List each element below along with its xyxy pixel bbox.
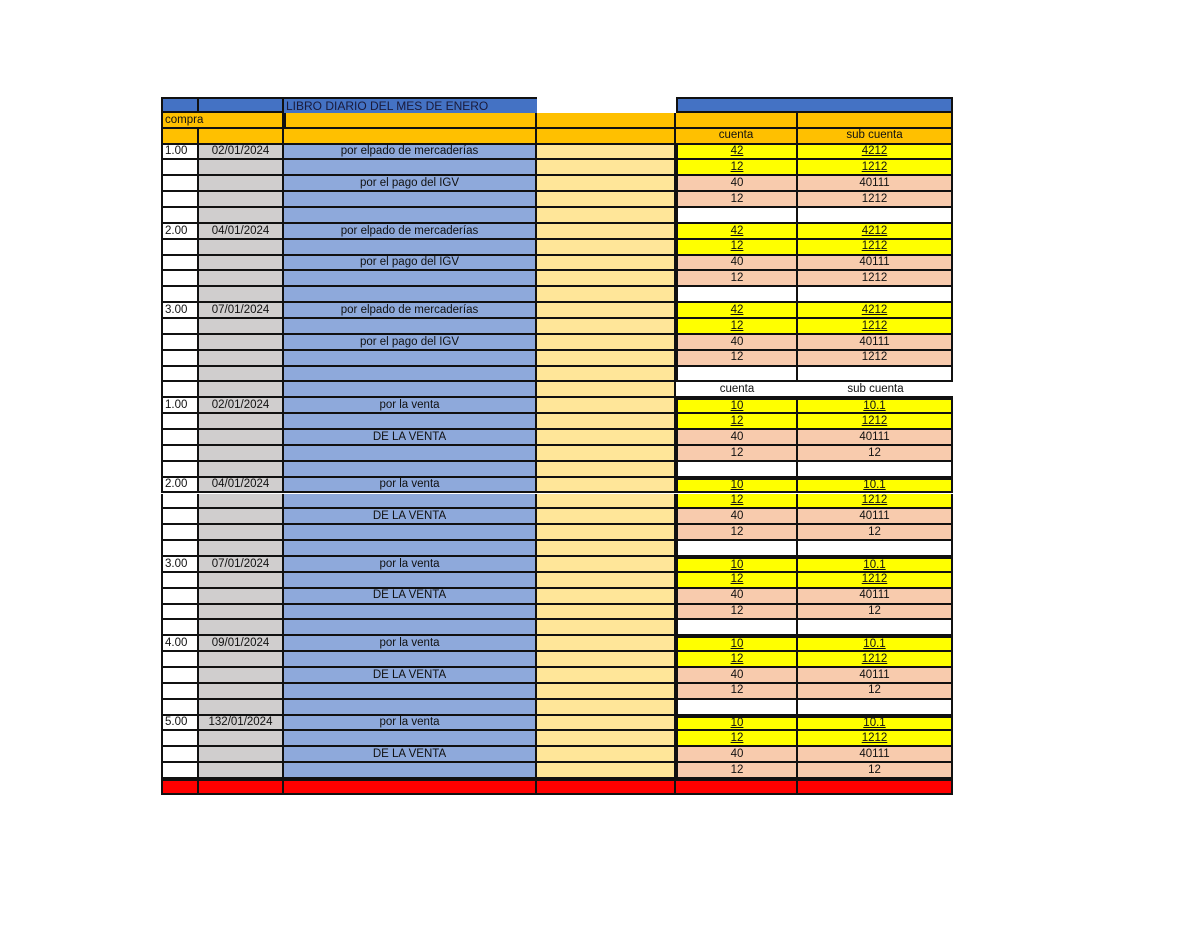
sub-cuenta-cell: 12 bbox=[798, 446, 953, 462]
entry-number-cell bbox=[161, 700, 199, 716]
cuenta-cell: 12 bbox=[676, 271, 798, 287]
amount-cell bbox=[537, 589, 676, 605]
total-row-cell bbox=[537, 779, 676, 795]
cuenta-cell: 12 bbox=[676, 351, 798, 367]
cuenta-cell: 42 bbox=[676, 303, 798, 319]
amount-cell bbox=[537, 525, 676, 541]
entry-number-cell bbox=[161, 652, 199, 668]
sub-cuenta-cell: 1212 bbox=[798, 240, 953, 256]
description-cell: DE LA VENTA bbox=[284, 589, 537, 605]
total-row-cell bbox=[284, 779, 537, 795]
entry-number-cell: 4.00 bbox=[161, 636, 199, 652]
amount-cell bbox=[537, 478, 676, 494]
sub-cuenta-cell bbox=[798, 287, 953, 303]
amount-cell bbox=[537, 160, 676, 176]
sub-cuenta-cell: 1212 bbox=[798, 652, 953, 668]
description-cell bbox=[284, 160, 537, 176]
description-cell bbox=[284, 700, 537, 716]
sub-cuenta-cell: 1212 bbox=[798, 160, 953, 176]
amount-cell bbox=[537, 430, 676, 446]
amount-cell bbox=[537, 256, 676, 272]
amount-cell bbox=[537, 271, 676, 287]
entry-number-cell bbox=[161, 351, 199, 367]
entry-number-cell bbox=[161, 541, 199, 557]
cuenta-cell: 12 bbox=[676, 605, 798, 621]
entry-number-cell: 5.00 bbox=[161, 716, 199, 732]
date-cell bbox=[199, 192, 284, 208]
sub-cuenta-cell: 12 bbox=[798, 605, 953, 621]
total-row-cell bbox=[161, 779, 199, 795]
description-cell: por la venta bbox=[284, 478, 537, 494]
sub-cuenta-cell: 4212 bbox=[798, 224, 953, 240]
entry-number-cell: 1.00 bbox=[161, 398, 199, 414]
date-cell bbox=[199, 287, 284, 303]
date-cell bbox=[199, 620, 284, 636]
sub-cuenta-cell: 1212 bbox=[798, 192, 953, 208]
description-cell bbox=[284, 208, 537, 224]
cuenta-cell: 10 bbox=[676, 636, 798, 652]
sub-cuenta-cell: 40111 bbox=[798, 335, 953, 351]
cuenta-cell: 12 bbox=[676, 525, 798, 541]
cuenta-cell: 10 bbox=[676, 398, 798, 414]
date-cell bbox=[199, 382, 284, 398]
cuenta-cell bbox=[676, 620, 798, 636]
cuenta-cell: 12 bbox=[676, 573, 798, 589]
amount-cell bbox=[537, 398, 676, 414]
amount-cell bbox=[537, 716, 676, 732]
description-cell: por el pago del IGV bbox=[284, 176, 537, 192]
entry-number-cell: 1.00 bbox=[161, 145, 199, 161]
sub-cuenta-cell bbox=[798, 541, 953, 557]
header-cell bbox=[161, 97, 199, 113]
cuenta-cell: 40 bbox=[676, 335, 798, 351]
sub-cuenta-cell: 12 bbox=[798, 525, 953, 541]
cuenta-cell bbox=[676, 700, 798, 716]
sub-cuenta-cell: 10.1 bbox=[798, 636, 953, 652]
date-cell bbox=[199, 319, 284, 335]
sub-cuenta-cell: 4212 bbox=[798, 303, 953, 319]
entry-number-cell bbox=[161, 509, 199, 525]
description-cell bbox=[284, 192, 537, 208]
entry-number-cell bbox=[161, 287, 199, 303]
sub-cuenta-cell bbox=[798, 700, 953, 716]
description-cell: por la venta bbox=[284, 636, 537, 652]
cuenta-cell: 12 bbox=[676, 240, 798, 256]
cuenta-cell: 12 bbox=[676, 763, 798, 779]
description-cell: por la venta bbox=[284, 398, 537, 414]
sub-cuenta-cell: 1212 bbox=[798, 731, 953, 747]
date-cell bbox=[199, 446, 284, 462]
cuenta-cell: 42 bbox=[676, 224, 798, 240]
cuenta-cell: 12 bbox=[676, 652, 798, 668]
amount-cell bbox=[537, 652, 676, 668]
sub-cuenta-header: sub cuenta bbox=[798, 382, 953, 398]
amount-cell bbox=[537, 446, 676, 462]
header-cell bbox=[284, 113, 537, 129]
date-cell: 04/01/2024 bbox=[199, 224, 284, 240]
cuenta-cell bbox=[676, 208, 798, 224]
entry-number-cell bbox=[161, 335, 199, 351]
amount-cell bbox=[537, 414, 676, 430]
date-cell bbox=[199, 652, 284, 668]
description-cell bbox=[284, 367, 537, 383]
description-cell bbox=[284, 731, 537, 747]
description-cell bbox=[284, 573, 537, 589]
entry-number-cell bbox=[161, 430, 199, 446]
description-cell: por elpado de mercaderías bbox=[284, 303, 537, 319]
date-cell: 02/01/2024 bbox=[199, 398, 284, 414]
entry-number-cell bbox=[161, 462, 199, 478]
total-row-cell bbox=[199, 779, 284, 795]
entry-number-cell bbox=[161, 256, 199, 272]
description-cell bbox=[284, 525, 537, 541]
header-cell bbox=[676, 113, 798, 129]
cuenta-header: cuenta bbox=[676, 129, 798, 145]
cuenta-cell bbox=[676, 462, 798, 478]
cuenta-header: cuenta bbox=[676, 382, 798, 398]
sub-cuenta-cell bbox=[798, 620, 953, 636]
date-cell bbox=[199, 462, 284, 478]
header-cell bbox=[284, 129, 537, 145]
sheet-title: LIBRO DIARIO DEL MES DE ENERO bbox=[284, 97, 537, 113]
date-cell bbox=[199, 763, 284, 779]
entry-number-cell: 2.00 bbox=[161, 478, 199, 494]
date-cell bbox=[199, 700, 284, 716]
date-cell bbox=[199, 509, 284, 525]
sub-cuenta-cell: 12 bbox=[798, 684, 953, 700]
sub-cuenta-cell: 40111 bbox=[798, 176, 953, 192]
date-cell: 02/01/2024 bbox=[199, 145, 284, 161]
cuenta-cell: 40 bbox=[676, 256, 798, 272]
description-cell: DE LA VENTA bbox=[284, 509, 537, 525]
amount-cell bbox=[537, 224, 676, 240]
date-cell bbox=[199, 351, 284, 367]
cuenta-cell: 40 bbox=[676, 589, 798, 605]
amount-cell bbox=[537, 176, 676, 192]
entry-number-cell bbox=[161, 446, 199, 462]
description-cell: DE LA VENTA bbox=[284, 747, 537, 763]
entry-number-cell bbox=[161, 367, 199, 383]
cuenta-cell: 12 bbox=[676, 160, 798, 176]
description-cell bbox=[284, 446, 537, 462]
sub-cuenta-cell: 4212 bbox=[798, 145, 953, 161]
description-cell bbox=[284, 271, 537, 287]
amount-cell bbox=[537, 573, 676, 589]
description-cell: por la venta bbox=[284, 557, 537, 573]
sub-cuenta-cell: 1212 bbox=[798, 271, 953, 287]
sub-cuenta-cell: 10.1 bbox=[798, 557, 953, 573]
entry-number-cell bbox=[161, 271, 199, 287]
description-cell: por el pago del IGV bbox=[284, 256, 537, 272]
sub-cuenta-cell: 10.1 bbox=[798, 478, 953, 494]
cuenta-cell: 12 bbox=[676, 414, 798, 430]
sub-cuenta-cell: 1212 bbox=[798, 414, 953, 430]
entry-number-cell bbox=[161, 525, 199, 541]
amount-cell bbox=[537, 747, 676, 763]
date-cell bbox=[199, 240, 284, 256]
date-cell bbox=[199, 525, 284, 541]
date-cell bbox=[199, 271, 284, 287]
cuenta-cell: 12 bbox=[676, 192, 798, 208]
total-row-cell bbox=[798, 779, 953, 795]
cuenta-cell: 40 bbox=[676, 668, 798, 684]
cuenta-cell: 10 bbox=[676, 716, 798, 732]
header-cell bbox=[161, 129, 199, 145]
amount-cell bbox=[537, 145, 676, 161]
entry-number-cell bbox=[161, 160, 199, 176]
description-cell: DE LA VENTA bbox=[284, 430, 537, 446]
description-cell bbox=[284, 652, 537, 668]
amount-cell bbox=[537, 319, 676, 335]
entry-number-cell: 3.00 bbox=[161, 557, 199, 573]
description-cell bbox=[284, 494, 537, 510]
cuenta-cell: 40 bbox=[676, 430, 798, 446]
entry-number-cell bbox=[161, 208, 199, 224]
amount-cell bbox=[537, 541, 676, 557]
date-cell: 07/01/2024 bbox=[199, 557, 284, 573]
cuenta-cell: 12 bbox=[676, 684, 798, 700]
entry-number-cell bbox=[161, 494, 199, 510]
entry-number-cell bbox=[161, 763, 199, 779]
date-cell bbox=[199, 605, 284, 621]
sub-cuenta-cell: 40111 bbox=[798, 509, 953, 525]
description-cell: DE LA VENTA bbox=[284, 668, 537, 684]
amount-cell bbox=[537, 192, 676, 208]
entry-number-cell: 3.00 bbox=[161, 303, 199, 319]
date-cell bbox=[199, 731, 284, 747]
date-cell bbox=[199, 494, 284, 510]
amount-cell bbox=[537, 303, 676, 319]
amount-cell bbox=[537, 382, 676, 398]
header-cell bbox=[798, 113, 953, 129]
cuenta-cell: 42 bbox=[676, 145, 798, 161]
amount-cell bbox=[537, 208, 676, 224]
sub-cuenta-cell: 40111 bbox=[798, 747, 953, 763]
amount-cell bbox=[537, 700, 676, 716]
cuenta-cell: 12 bbox=[676, 494, 798, 510]
amount-cell bbox=[537, 636, 676, 652]
sub-cuenta-cell: 40111 bbox=[798, 256, 953, 272]
entry-number-cell bbox=[161, 176, 199, 192]
amount-cell bbox=[537, 763, 676, 779]
date-cell bbox=[199, 160, 284, 176]
date-cell bbox=[199, 430, 284, 446]
amount-cell bbox=[537, 731, 676, 747]
description-cell bbox=[284, 240, 537, 256]
cuenta-cell: 40 bbox=[676, 509, 798, 525]
sub-cuenta-cell: 40111 bbox=[798, 430, 953, 446]
amount-cell bbox=[537, 335, 676, 351]
sub-cuenta-cell: 1212 bbox=[798, 494, 953, 510]
amount-cell bbox=[537, 287, 676, 303]
entry-number-cell bbox=[161, 620, 199, 636]
cuenta-cell bbox=[676, 287, 798, 303]
total-row-cell bbox=[676, 779, 798, 795]
description-cell bbox=[284, 763, 537, 779]
header-cell bbox=[676, 97, 953, 113]
date-cell bbox=[199, 589, 284, 605]
entry-number-cell bbox=[161, 668, 199, 684]
entry-number-cell bbox=[161, 573, 199, 589]
date-cell: 132/01/2024 bbox=[199, 716, 284, 732]
date-cell bbox=[199, 414, 284, 430]
header-cell bbox=[537, 129, 676, 145]
description-cell bbox=[284, 684, 537, 700]
amount-cell bbox=[537, 605, 676, 621]
amount-cell bbox=[537, 240, 676, 256]
amount-cell bbox=[537, 557, 676, 573]
sub-cuenta-cell bbox=[798, 462, 953, 478]
header-cell bbox=[199, 97, 284, 113]
sub-cuenta-cell: 1212 bbox=[798, 573, 953, 589]
date-cell bbox=[199, 176, 284, 192]
date-cell bbox=[199, 208, 284, 224]
cuenta-cell: 10 bbox=[676, 557, 798, 573]
sub-cuenta-cell: 10.1 bbox=[798, 716, 953, 732]
section-label: compra bbox=[161, 113, 284, 129]
entry-number-cell bbox=[161, 589, 199, 605]
date-cell bbox=[199, 335, 284, 351]
description-cell bbox=[284, 620, 537, 636]
date-cell: 09/01/2024 bbox=[199, 636, 284, 652]
date-cell bbox=[199, 684, 284, 700]
sub-cuenta-cell: 40111 bbox=[798, 668, 953, 684]
entry-number-cell bbox=[161, 731, 199, 747]
description-cell: por el pago del IGV bbox=[284, 335, 537, 351]
description-cell bbox=[284, 287, 537, 303]
cuenta-cell: 40 bbox=[676, 176, 798, 192]
amount-cell bbox=[537, 509, 676, 525]
cuenta-cell bbox=[676, 367, 798, 383]
cuenta-cell: 10 bbox=[676, 478, 798, 494]
amount-cell bbox=[537, 494, 676, 510]
amount-cell bbox=[537, 367, 676, 383]
description-cell: por elpado de mercaderías bbox=[284, 224, 537, 240]
entry-number-cell bbox=[161, 319, 199, 335]
cuenta-cell: 12 bbox=[676, 319, 798, 335]
entry-number-cell bbox=[161, 382, 199, 398]
header-cell bbox=[537, 113, 676, 129]
amount-cell bbox=[537, 462, 676, 478]
cuenta-cell: 12 bbox=[676, 446, 798, 462]
date-cell: 04/01/2024 bbox=[199, 478, 284, 494]
entry-number-cell bbox=[161, 240, 199, 256]
entry-number-cell: 2.00 bbox=[161, 224, 199, 240]
date-cell bbox=[199, 256, 284, 272]
amount-cell bbox=[537, 668, 676, 684]
date-cell bbox=[199, 541, 284, 557]
sub-cuenta-cell bbox=[798, 367, 953, 383]
sub-cuenta-cell: 1212 bbox=[798, 351, 953, 367]
cuenta-cell bbox=[676, 541, 798, 557]
cuenta-cell: 40 bbox=[676, 747, 798, 763]
date-cell bbox=[199, 668, 284, 684]
entry-number-cell bbox=[161, 684, 199, 700]
amount-cell bbox=[537, 620, 676, 636]
description-cell: por elpado de mercaderías bbox=[284, 145, 537, 161]
description-cell bbox=[284, 382, 537, 398]
date-cell bbox=[199, 573, 284, 589]
entry-number-cell bbox=[161, 747, 199, 763]
sub-cuenta-header: sub cuenta bbox=[798, 129, 953, 145]
description-cell bbox=[284, 414, 537, 430]
description-cell bbox=[284, 462, 537, 478]
description-cell bbox=[284, 319, 537, 335]
sub-cuenta-cell: 10.1 bbox=[798, 398, 953, 414]
date-cell: 07/01/2024 bbox=[199, 303, 284, 319]
description-cell bbox=[284, 541, 537, 557]
sub-cuenta-cell: 12 bbox=[798, 763, 953, 779]
cuenta-cell: 12 bbox=[676, 731, 798, 747]
entry-number-cell bbox=[161, 192, 199, 208]
description-cell: por la venta bbox=[284, 716, 537, 732]
entry-number-cell bbox=[161, 605, 199, 621]
amount-cell bbox=[537, 351, 676, 367]
sub-cuenta-cell bbox=[798, 208, 953, 224]
header-cell bbox=[199, 129, 284, 145]
sub-cuenta-cell: 40111 bbox=[798, 589, 953, 605]
date-cell bbox=[199, 367, 284, 383]
date-cell bbox=[199, 747, 284, 763]
description-cell bbox=[284, 351, 537, 367]
entry-number-cell bbox=[161, 414, 199, 430]
sub-cuenta-cell: 1212 bbox=[798, 319, 953, 335]
amount-cell bbox=[537, 684, 676, 700]
description-cell bbox=[284, 605, 537, 621]
